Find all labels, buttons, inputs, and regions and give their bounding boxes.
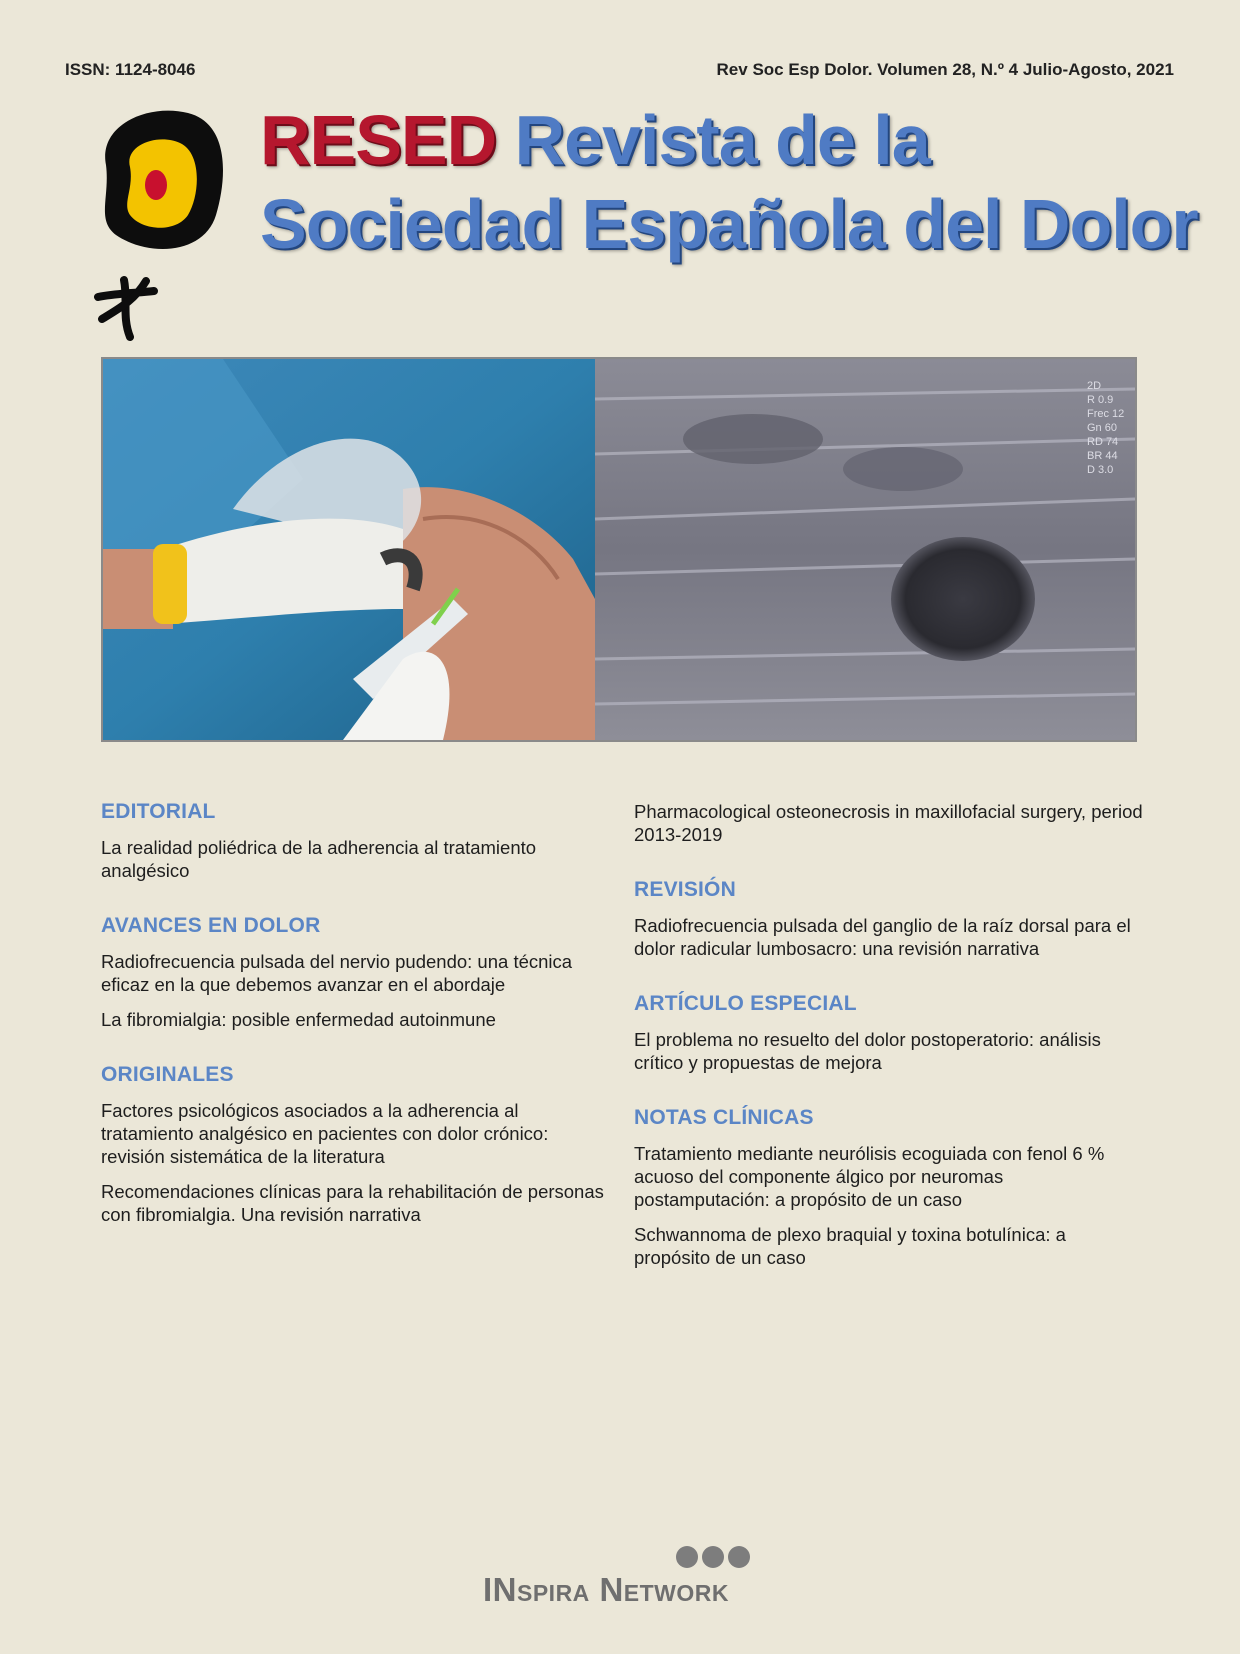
article-title[interactable]: La realidad poliédrica de la adherencia al tratamiento analgésico [101,837,537,881]
overlay-line: R 0.9 [1087,394,1114,406]
section-notas-clinicas [634,1106,1144,1269]
journal-title-line1: Revista de la [514,101,930,179]
publisher-name: INspira Network [483,1571,729,1608]
section-revision [634,878,1144,960]
article-title[interactable]: Radiofrecuencia pulsada del nervio pudendo: una técnica eficaz en la que debemos avanzar en el abordaje [101,951,573,995]
section-title: EDITORIAL [101,800,216,823]
article-title[interactable]: Tratamiento mediante neurólisis ecoguiada con fenol 6 % acuoso del componente álgico por neuromas postamputación: a propósito de un caso [634,1143,1105,1210]
article-title[interactable]: Recomendaciones clínicas para la rehabilitación de personas con fibromialgia. Una revisión narrativa [101,1181,604,1225]
publisher-logo [480,1545,760,1615]
journal-acronym: RESED [260,101,497,179]
overlay-line: BR 44 [1087,450,1118,462]
section-title: ORIGINALES [101,1063,234,1086]
journal-title-line2: Sociedad Española del Dolor [260,185,1198,263]
section-articulo-especial [634,992,1144,1074]
article-title[interactable]: El problema no resuelto del dolor postoperatorio: análisis crítico y propuestas de mejora [634,1029,1101,1073]
overlay-line: D 3.0 [1087,464,1114,476]
section-title: REVISIÓN [634,878,736,901]
overlay-line: RD 74 [1087,436,1119,448]
overlay-line: 2D [1087,380,1102,392]
section-originales [101,1063,611,1226]
article-title[interactable]: Pharmacological osteonecrosis in maxillofacial surgery, period 2013-2019 [634,801,1143,845]
section-originales-continued [634,800,1144,846]
journal-title [260,98,1198,266]
overlay-line: Frec 12 [1087,408,1125,420]
article-title[interactable]: Radiofrecuencia pulsada del ganglio de la raíz dorsal para el dolor radicular lumbosacro: una revisión narrativa [634,915,1131,959]
issue-info: Rev Soc Esp Dolor. Volumen 28, N.º 4 Julio-Agosto, 2021 [716,60,1174,79]
section-title: AVANCES EN DOLOR [101,914,321,937]
section-editorial [101,800,611,882]
section-title: ARTÍCULO ESPECIAL [634,992,857,1015]
dots-icon [675,1545,755,1571]
contents-right-column [634,800,1144,1301]
society-logo [88,105,228,345]
issn: ISSN: 1124-8046 [65,60,196,79]
article-title[interactable]: La fibromialgia: posible enfermedad autoinmune [101,1009,496,1030]
section-title: NOTAS CLÍNICAS [634,1106,814,1129]
section-avances-en-dolor [101,914,611,1031]
overlay-line: Gn 60 [1087,422,1117,434]
article-title[interactable]: Factores psicológicos asociados a la adherencia al tratamiento analgésico en pacientes con dolor crónico: revisión sistemática de la literatura [101,1100,549,1167]
cover-photo [101,357,1137,742]
contents-left-column [101,800,611,1258]
article-title[interactable]: Schwannoma de plexo braquial y toxina botulínica: a propósito de un caso [634,1224,1066,1268]
